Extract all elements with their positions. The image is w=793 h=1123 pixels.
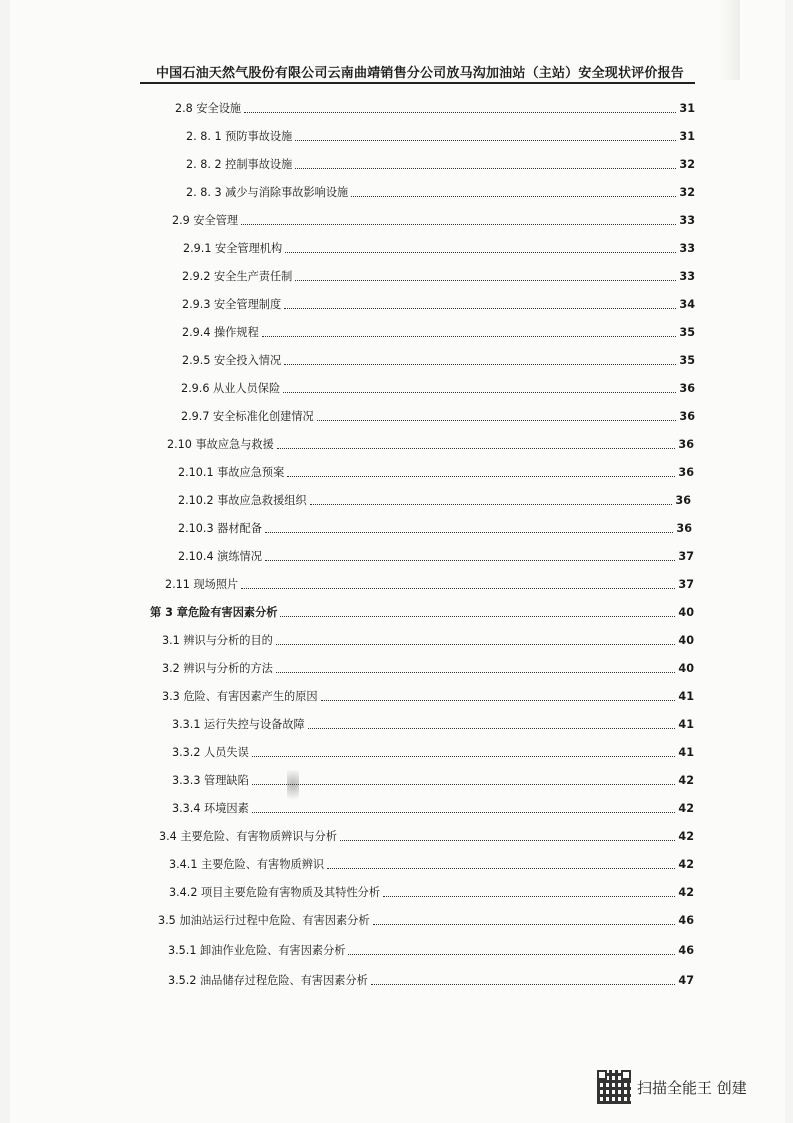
toc-entry-page: 46 (678, 914, 694, 927)
toc-entry[interactable] (186, 184, 695, 200)
toc-entry-page: 36 (678, 438, 694, 451)
toc-entry-page: 37 (678, 550, 694, 563)
qr-code-icon (597, 1070, 631, 1104)
toc-entry-page: 36 (679, 410, 695, 423)
toc-entry-page: 41 (678, 718, 694, 731)
toc-entry-label: 3.3.3 管理缺陷 (172, 774, 249, 787)
toc-leader (265, 560, 676, 561)
toc-entry[interactable] (178, 492, 691, 508)
toc-entry-page: 35 (679, 326, 695, 339)
toc-leader (295, 140, 676, 141)
toc-entry[interactable] (178, 464, 694, 480)
toc-entry-label: 2.10.2 事故应急救援组织 (178, 494, 307, 507)
toc-entry[interactable] (169, 884, 694, 900)
toc-leader (252, 784, 676, 785)
toc-entry-label: 3.5.2 油品储存过程危险、有害因素分析 (168, 974, 368, 987)
scan-smudge (287, 770, 299, 806)
toc-entry-label: 2.9.4 操作规程 (182, 326, 259, 339)
toc-entry-label: 2.9.5 安全投入情况 (182, 354, 282, 367)
toc-entry-page: 42 (678, 886, 694, 899)
toc-entry[interactable] (168, 942, 694, 958)
toc-entry-page: 42 (678, 830, 694, 843)
toc-leader (373, 924, 676, 925)
toc-entry-page: 46 (678, 944, 694, 957)
toc-leader (340, 840, 675, 841)
toc-entry[interactable] (159, 828, 694, 844)
toc-entry-label: 2.9.6 从业人员保险 (181, 382, 281, 395)
toc-leader (285, 252, 676, 253)
toc-entry-label: 3.3.1 运行失控与设备故障 (172, 718, 305, 731)
toc-entry-label: 3.2 辨识与分析的方法 (162, 662, 273, 675)
toc-entry[interactable] (182, 352, 695, 368)
toc-entry[interactable] (162, 660, 694, 676)
toc-entry-page: 40 (678, 634, 694, 647)
toc-entry[interactable] (162, 632, 694, 648)
toc-entry-page: 33 (679, 214, 695, 227)
toc-leader (295, 168, 676, 169)
toc-leader (327, 868, 675, 869)
toc-entry-label: 2.9.2 安全生产责任制 (182, 270, 293, 283)
toc-entry-page: 40 (678, 606, 694, 619)
toc-entry-page: 36 (679, 382, 695, 395)
header-rule (140, 82, 695, 84)
toc-entry-page: 31 (679, 130, 695, 143)
toc-leader (244, 112, 676, 113)
toc-chapter-entry[interactable] (150, 604, 694, 620)
toc-entry[interactable] (172, 772, 694, 788)
toc-entry-label: 2.8 安全设施 (175, 102, 242, 115)
toc-entry[interactable] (167, 436, 694, 452)
toc-leader (277, 448, 676, 449)
toc-entry-page: 31 (679, 102, 695, 115)
toc-leader (252, 812, 676, 813)
toc-entry-label: 3.3 危险、有害因素产生的原因 (162, 690, 318, 703)
toc-entry[interactable] (186, 128, 695, 144)
toc-entry-label: 2. 8. 1 预防事故设施 (186, 130, 293, 143)
toc-entry-page: 32 (679, 186, 695, 199)
toc-entry-label: 2. 8. 2 控制事故设施 (186, 158, 293, 171)
toc-entry-label: 3.4.1 主要危险、有害物质辨识 (169, 858, 325, 871)
toc-entry[interactable] (162, 688, 694, 704)
toc-entry-page: 32 (679, 158, 695, 171)
toc-entry[interactable] (182, 296, 695, 312)
toc-entry[interactable] (165, 576, 694, 592)
toc-entry-page: 36 (678, 466, 694, 479)
toc-entry-page: 34 (679, 298, 695, 311)
toc-entry[interactable] (175, 100, 695, 116)
toc-entry-label: 3.5 加油站运行过程中危险、有害因素分析 (158, 914, 370, 927)
toc-entry-label: 3.3.4 环境因素 (172, 802, 249, 815)
toc-entry-label: 2. 8. 3 减少与消除事故影响设施 (186, 186, 349, 199)
toc-leader (276, 644, 676, 645)
toc-entry-label: 3.1 辨识与分析的目的 (162, 634, 273, 647)
toc-entry-page: 41 (678, 746, 694, 759)
page-edge-shadow (720, 0, 740, 80)
toc-leader (265, 532, 674, 533)
toc-entry[interactable] (182, 324, 695, 340)
toc-entry[interactable] (172, 212, 695, 228)
toc-entry-label: 2.10.3 器材配备 (178, 522, 262, 535)
toc-entry-label: 2.10 事故应急与救援 (167, 438, 274, 451)
toc-entry-page: 36 (676, 522, 692, 535)
toc-entry[interactable] (169, 856, 694, 872)
toc-leader (280, 616, 675, 617)
toc-leader (241, 588, 675, 589)
toc-entry-label: 第 3 章危险有害因素分析 (150, 606, 278, 619)
scanner-watermark (597, 1070, 747, 1104)
toc-leader (310, 504, 673, 505)
toc-entry-page: 33 (679, 270, 695, 283)
toc-entry-page: 33 (679, 242, 695, 255)
toc-leader (262, 336, 677, 337)
toc-entry-label: 2.9.3 安全管理制度 (182, 298, 282, 311)
toc-entry-page: 47 (678, 974, 694, 987)
toc-entry-page: 42 (678, 858, 694, 871)
toc-entry-label: 3.3.2 人员失误 (172, 746, 249, 759)
toc-leader (317, 420, 677, 421)
toc-entry[interactable] (158, 912, 694, 928)
page-header: 中国石油天然气股份有限公司云南曲靖销售分公司放马沟加油站（主站）安全现状评价报告 (155, 66, 684, 81)
watermark-text: 扫描全能王 创建 (637, 1078, 747, 1097)
toc-entry[interactable] (168, 972, 694, 988)
toc-entry[interactable] (183, 240, 695, 256)
toc-entry-page: 35 (679, 354, 695, 367)
toc-leader (252, 756, 676, 757)
toc-entry[interactable] (182, 268, 695, 284)
toc-entry-label: 2.9.7 安全标准化创建情况 (181, 410, 314, 423)
toc-entry-page: 42 (678, 774, 694, 787)
toc-entry[interactable] (172, 744, 694, 760)
toc-leader (383, 896, 675, 897)
toc-leader (348, 954, 675, 955)
toc-entry[interactable] (172, 716, 694, 732)
toc-leader (321, 700, 676, 701)
toc-entry-label: 2.10.4 演练情况 (178, 550, 262, 563)
toc-leader (284, 308, 676, 309)
toc-leader (351, 196, 676, 197)
toc-leader (283, 392, 676, 393)
toc-entry[interactable] (181, 380, 695, 396)
toc-leader (371, 984, 676, 985)
toc-leader (287, 476, 675, 477)
toc-entry-label: 2.10.1 事故应急预案 (178, 466, 285, 479)
toc-entry-page: 36 (675, 494, 691, 507)
toc-entry-page: 42 (678, 802, 694, 815)
toc-entry-label: 2.9.1 安全管理机构 (183, 242, 283, 255)
toc-entry-page: 41 (678, 690, 694, 703)
toc-entry[interactable] (186, 156, 695, 172)
toc-entry-label: 3.4 主要危险、有害物质辨识与分析 (159, 830, 337, 843)
toc-leader (284, 364, 676, 365)
toc-entry[interactable] (178, 520, 692, 536)
toc-leader (295, 280, 676, 281)
toc-entry-label: 3.5.1 卸油作业危险、有害因素分析 (168, 944, 346, 957)
toc-entry-label: 2.9 安全管理 (172, 214, 239, 227)
toc-entry[interactable] (172, 800, 694, 816)
toc-leader (276, 672, 676, 673)
toc-entry[interactable] (181, 408, 695, 424)
toc-entry-label: 3.4.2 项目主要危险有害物质及其特性分析 (169, 886, 381, 899)
toc-leader (241, 224, 676, 225)
toc-entry[interactable] (178, 548, 694, 564)
toc-entry-label: 2.11 现场照片 (165, 578, 239, 591)
toc-entry-page: 40 (678, 662, 694, 675)
toc-leader (308, 728, 676, 729)
toc-entry-page: 37 (678, 578, 694, 591)
